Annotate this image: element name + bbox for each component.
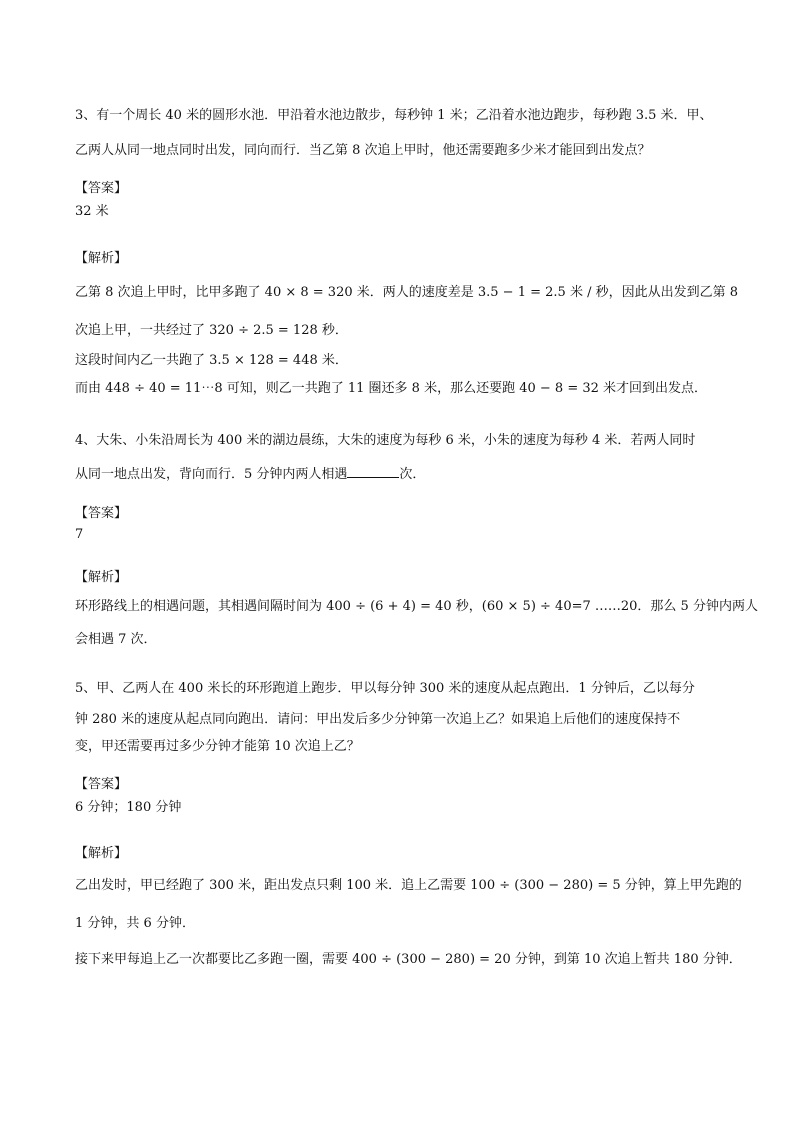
q4-text-line2 [75, 465, 425, 484]
q3-text-line1: 3、有一个周长 40 米的圆形水池．甲沿着水池边散步，每秒钟 1 米；乙沿着水池边跑步，每秒跑 3.5 米．甲、 [75, 108, 713, 123]
q5-text-line2: 钟 280 米的速度从起点同向跑出．请问：甲出发后多少分钟第一次追上乙？如果追上后他们的速度保持不 [75, 712, 681, 727]
q3-answer-label: 【答案】 [75, 181, 128, 196]
q4-analysis-line2: 会相遇 7 次． [75, 632, 157, 647]
q5-analysis-line1: 乙出发时，甲已经跑了 300 米，距出发点只剩 100 米．追上乙需要 100 ÷ (300 − 280) = 5 分钟，算上甲先跑的 [75, 878, 742, 893]
q3-answer: 32 米 [75, 204, 109, 219]
q5-analysis-line2: 1 分钟，共 6 分钟． [75, 916, 195, 931]
q4-text-line2-pre: 从同一地点出发，背向而行．5 分钟内两人相遇 [75, 467, 348, 482]
q4-analysis-label: 【解析】 [75, 570, 128, 585]
q3-analysis-line2: 次追上甲，一共经过了 320 ÷ 2.5 = 128 秒． [75, 323, 348, 338]
q5-answer-label: 【答案】 [75, 777, 128, 792]
q5-answer: 6 分钟；180 分钟 [75, 800, 182, 815]
q3-analysis-line1: 乙第 8 次追上甲时，比甲多跑了 40 × 8 = 320 米．两人的速度差是 3.5 − 1 = 2.5 米 / 秒，因此从出发到乙第 8 [75, 285, 738, 300]
q4-analysis-line1: 环形路线上的相遇问题，其相遇间隔时间为 400 ÷ (6 + 4) = 40 秒，(60 × 5) ÷ 40=7 ……20．那么 5 分钟内两人 [75, 599, 758, 614]
q3-analysis-line3: 这段时间内乙一共跑了 3.5 × 128 = 448 米． [75, 353, 348, 368]
q3-analysis-line4: 而由 448 ÷ 40 = 11⋯8 可知，则乙一共跑了 11 圈还多 8 米，那么还要跑 40 − 8 = 32 米才回到出发点． [75, 381, 708, 396]
q4-fill-blank[interactable] [347, 465, 399, 478]
q3-text-line2: 乙两人从同一地点同时出发，同向而行．当乙第 8 次追上甲时，他还需要跑多少米才能回到出发点？ [75, 143, 651, 158]
q5-analysis-line3: 接下来甲每追上乙一次都要比乙多跑一圈，需要 400 ÷ (300 − 280) = 20 分钟，到第 10 次追上暂共 180 分钟． [75, 952, 742, 967]
q4-text-line1: 4、大朱、小朱沿周长为 400 米的湖边晨练，大朱的速度为每秒 6 米，小朱的速度为每秒 4 米．若两人同时 [75, 433, 696, 448]
q4-text-line2-post: 次． [399, 467, 426, 482]
q3-analysis-label: 【解析】 [75, 251, 128, 266]
q5-analysis-label: 【解析】 [75, 846, 128, 861]
q5-text-line1: 5、甲、乙两人在 400 米长的环形跑道上跑步．甲以每分钟 300 米的速度从起点跑出．1 分钟后，乙以每分 [75, 681, 695, 696]
q4-answer: 7 [75, 527, 84, 542]
q4-answer-label: 【答案】 [75, 506, 128, 521]
q5-text-line3: 变，甲还需要再过多少分钟才能第 10 次追上乙？ [75, 739, 360, 754]
